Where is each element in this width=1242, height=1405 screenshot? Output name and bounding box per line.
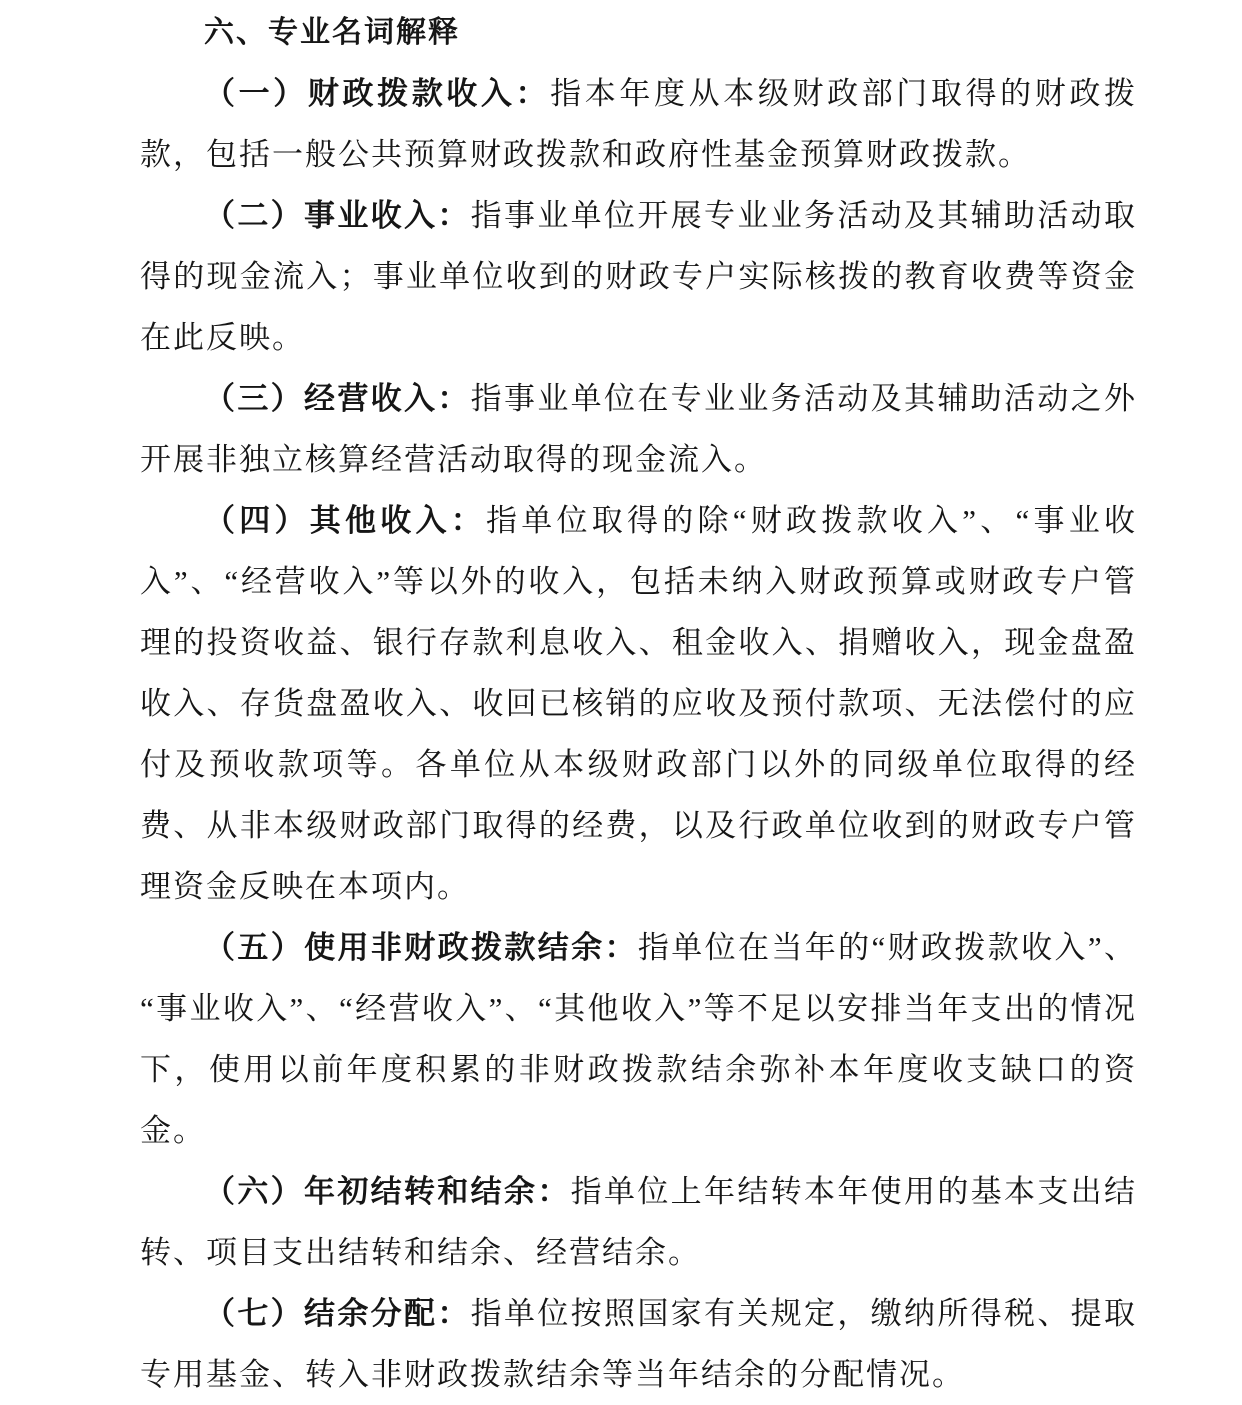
- term-label: （七）结余分配：: [204, 1296, 471, 1331]
- definition-text: 指单位按照国家有关规定，缴纳所得税、提取专用基金、转入非财政拨款结余等当年结余的分配情况。: [140, 1296, 1138, 1392]
- definition-text: 指单位上年结转本年使用的基本支出结转、项目支出结转和结余、经营结余。: [140, 1174, 1138, 1270]
- section-title: 六、专业名词解释: [204, 16, 460, 49]
- definition-text: 指事业单位在专业业务活动及其辅助活动之外开展非独立核算经营活动取得的现金流入。: [140, 381, 1138, 477]
- term-definition-paragraph: [140, 490, 1137, 917]
- definition-text: 指单位在当年的“财政拨款收入”、“事业收入”、“经营收入”、“其他收入”等不足以安排当年支出的情况下，使用以前年度积累的非财政拨款结余弥补本年度收支缺口的资金。: [140, 930, 1137, 1148]
- definition-text: 指事业单位开展专业业务活动及其辅助活动取得的现金流入；事业单位收到的财政专户实际核拨的教育收费等资金在此反映。: [140, 198, 1138, 355]
- term-definition-paragraph: [140, 1283, 1137, 1405]
- term-label: （五）使用非财政拨款结余：: [204, 930, 638, 965]
- term-definition-paragraph: [140, 185, 1137, 368]
- term-label: （三）经营收入：: [204, 381, 471, 416]
- term-definition-paragraph: [140, 917, 1137, 1161]
- term-definition-paragraph: [140, 1161, 1137, 1283]
- definition-text: 指单位取得的除“财政拨款收入”、“事业收入”、“经营收入”等以外的收入，包括未纳入财政预算或财政专户管理的投资收益、银行存款利息收入、租金收入、捐赠收入，现金盘盈收入、存货盘盈收入、收回已核销的应收及预付款项、无法偿付的应付及预收款项等。各单位从本级财政部门以外的同级单位取得的经费、从非本级财政部门取得的经费，以及行政单位收到的财政专户管理资金反映在本项内。: [140, 503, 1138, 904]
- term-definition-paragraph: [140, 368, 1137, 490]
- term-label: （六）年初结转和结余：: [204, 1174, 571, 1209]
- term-label: （四）其他收入：: [204, 503, 486, 538]
- term-label: （二）事业收入：: [204, 198, 471, 233]
- term-label: （一）财政拨款收入：: [204, 76, 551, 111]
- term-definition-paragraph: [140, 63, 1137, 185]
- definition-text: 指本年度从本级财政部门取得的财政拨款，包括一般公共预算财政拨款和政府性基金预算财政拨款。: [140, 76, 1138, 172]
